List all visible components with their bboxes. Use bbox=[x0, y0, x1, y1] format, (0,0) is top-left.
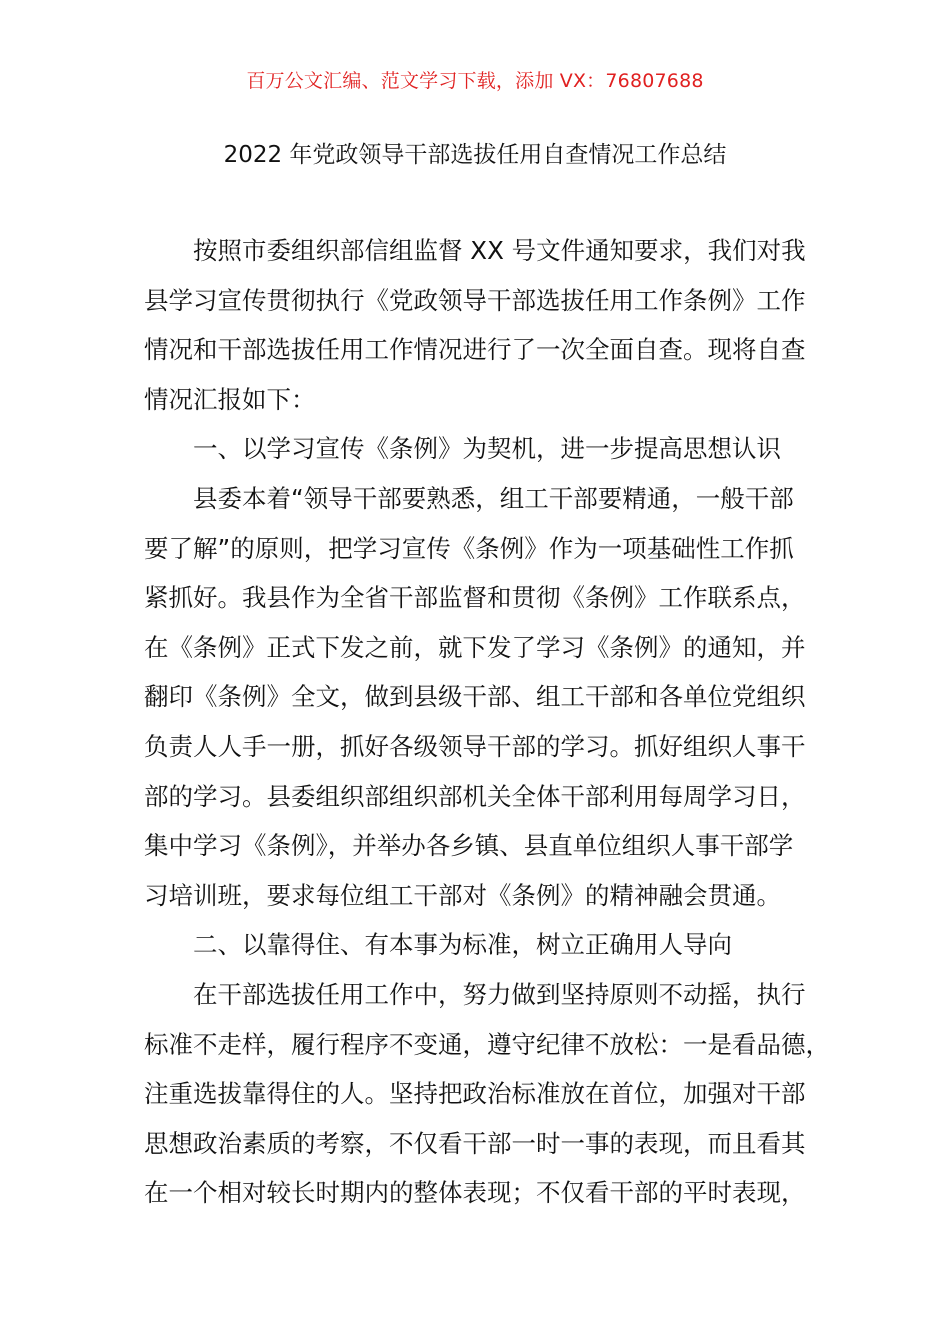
body-line: 情况汇报如下： bbox=[144, 384, 316, 414]
body-line: 县委本着“领导干部要熟悉，组工干部要精通，一般干部 bbox=[193, 483, 794, 513]
body-line: 二、以靠得住、有本事为标准，树立正确用人导向 bbox=[193, 930, 732, 960]
body-line: 按照市委组织部信组监督 XX 号文件通知要求，我们对我 bbox=[193, 236, 806, 265]
body-line: 部的学习。县委组织部组织部机关全体干部利用每周学习日， bbox=[144, 781, 806, 811]
promo-banner: 百万公文汇编、范文学习下载，添加 VX：76807688 bbox=[246, 70, 704, 92]
body-line: 要了解”的原则，把学习宣传《条例》作为一项基础性工作抓 bbox=[144, 533, 794, 563]
body-line: 一、以学习宣传《条例》为契机，进一步提高思想认识 bbox=[193, 434, 781, 464]
body-line: 县学习宣传贯彻执行《党政领导干部选拔任用工作条例》工作 bbox=[144, 285, 806, 315]
body-line: 在一个相对较长时期内的整体表现；不仅看干部的平时表现， bbox=[144, 1178, 806, 1208]
body-line: 习培训班，要求每位组工干部对《条例》的精神融会贯通。 bbox=[144, 880, 781, 910]
body-line: 在干部选拔任用工作中，努力做到坚持原则不动摇，执行 bbox=[193, 979, 806, 1009]
body-line: 情况和干部选拔任用工作情况进行了一次全面自查。现将自查 bbox=[144, 335, 806, 365]
body-line: 标准不走样，履行程序不变通，遵守纪律不放松：一是看品德， bbox=[144, 1029, 830, 1059]
body-line: 紧抓好。我县作为全省干部监督和贯彻《条例》工作联系点， bbox=[144, 583, 806, 613]
document-title: 2022 年党政领导干部选拔任用自查情况工作总结 bbox=[223, 142, 727, 168]
body-line: 集中学习《条例》，并举办各乡镇、县直单位组织人事干部学 bbox=[144, 831, 794, 861]
body-line: 注重选拔靠得住的人。坚持把政治标准放在首位，加强对干部 bbox=[144, 1079, 806, 1109]
body-line: 在《条例》正式下发之前，就下发了学习《条例》的通知，并 bbox=[144, 632, 806, 662]
body-line: 翻印《条例》全文，做到县级干部、组工干部和各单位党组织 bbox=[144, 682, 806, 712]
body-line: 负责人人手一册，抓好各级领导干部的学习。抓好组织人事干 bbox=[144, 731, 806, 761]
document-body bbox=[144, 226, 836, 1218]
body-line: 思想政治素质的考察，不仅看干部一时一事的表现，而且看其 bbox=[144, 1128, 806, 1158]
